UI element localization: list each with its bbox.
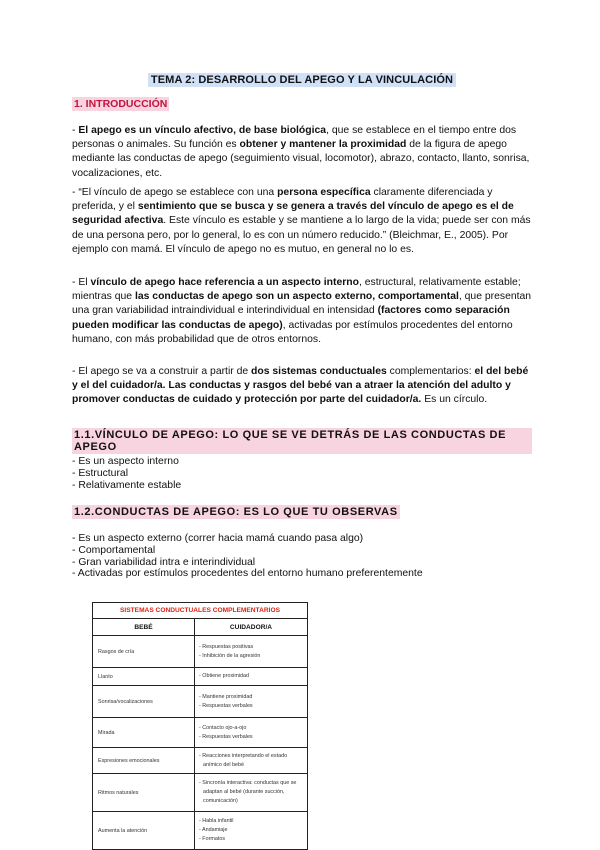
list-item: - Es un aspecto externo (correr hacia mamá cuando pasa algo)	[72, 533, 364, 544]
column-header-bebe: BEBÉ	[93, 619, 195, 636]
table-cell: Rasgos de cría	[93, 636, 195, 668]
title-wrap	[72, 70, 532, 88]
list-item: - Activadas por estímulos procedentes del entorno humano preferentemente	[72, 568, 423, 580]
table-cell: - Obtiene proximidad	[195, 668, 308, 686]
paragraph-3: - El vínculo de apego hace referencia a un aspecto interno, estructural, relativamente estable; mientras que las conductas de apego son un aspecto externo, comportamental, que presentan una gran variabilidad intraindividual e interindividual en intensidad (factores como separación pueden modificar las conductas de apego), activadas por estímulos procedentes del entorno humano, con más probabilidad que de otros entornos.	[72, 277, 532, 345]
list-item: - Gran variabilidad intra e interindividual	[72, 556, 256, 568]
table-cell: Llanto	[93, 668, 195, 686]
table-cell: - Sincronía interactiva: conductas que se adaptan al bebé (durante succión, comunicación)	[195, 774, 308, 812]
table-row	[93, 774, 308, 812]
table-cell: Ritmos naturales	[93, 774, 195, 812]
section-1-2-heading: 1.2.CONDUCTAS DE APEGO: ES LO QUE TU OBSERVAS	[74, 506, 398, 518]
section-1-1-list	[72, 456, 181, 491]
table-row	[93, 812, 308, 850]
table-cell: Aumenta la atención	[93, 812, 195, 850]
table-row	[93, 636, 308, 668]
table-cell: - Mantiene proximidad - Respuestas verbales	[195, 686, 308, 718]
complementary-systems-table	[92, 602, 308, 850]
list-item: - Es un aspecto interno	[72, 456, 179, 467]
section-1-2-list	[72, 533, 423, 580]
table-row	[93, 718, 308, 748]
table-cell: - Contacto ojo-a-ojo - Respuestas verbales	[195, 718, 308, 748]
table-cell: Sonrisa/vocalizaciones	[93, 686, 195, 718]
table-cell: - Reacciones interpretando el estado anímico del bebé	[195, 748, 308, 774]
paragraph-1: - El apego es un vínculo afectivo, de base biológica, que se establece en el tiempo entre dos personas o animales. Su función es obtener y mantener la proximidad de la figura de apego mediante las conductas de apego (seguimiento visual, locomotor), abrazo, contacto, llanto, sonrisa, vocalizaciones, etc.	[72, 125, 530, 179]
paragraph-2: - “El vínculo de apego se establece con una persona específica claramente diferenciada y preferida, y el sentimiento que se busca y se genera a través del vínculo de apego es el de seguridad afectiva. Este vínculo es estable y se mantiene a lo largo de la vida; puede ser con más de una persona pero, por lo general, lo es con un número reducido.” (Bleichmar, E., 2005). Por ejemplo con mamá. El vínculo de apego no es mutuo, en general no lo es.	[72, 187, 531, 255]
table-row	[93, 686, 308, 718]
list-item: - Comportamental	[72, 544, 156, 556]
column-header-cuidador: CUIDADOR/A	[195, 619, 308, 636]
section-1-heading: 1. INTRODUCCIÓN	[74, 98, 168, 110]
table-row	[93, 748, 308, 774]
table-cell: - Habla infantil - Andamiaje - Formatos	[195, 812, 308, 850]
page-title: TEMA 2: DESARROLLO DEL APEGO Y LA VINCULACIÓN	[148, 73, 456, 87]
list-item: - Relativamente estable	[72, 479, 182, 491]
list-item: - Estructural	[72, 467, 129, 479]
table-cell: Mirada	[93, 718, 195, 748]
table-row	[93, 668, 308, 686]
section-1-1-heading: 1.1.VÍNCULO DE APEGO: LO QUE SE VE DETRÁS DE LAS CONDUCTAS DE APEGO	[72, 428, 532, 454]
table-cell: - Respuestas positivas - Inhibición de la agresión	[195, 636, 308, 668]
table-caption: SISTEMAS CONDUCTUALES COMPLEMENTARIOS	[93, 603, 308, 619]
table-cell: Expresiones emocionales	[93, 748, 195, 774]
paragraph-4: - El apego se va a construir a partir de dos sistemas conductuales complementarios: el del bebé y el del cuidador/a. Las conductas y rasgos del bebé van a atraer la atención del adulto y promover conductas de cuidado y protección por parte del cuidador/a. Es un círculo.	[72, 366, 529, 406]
